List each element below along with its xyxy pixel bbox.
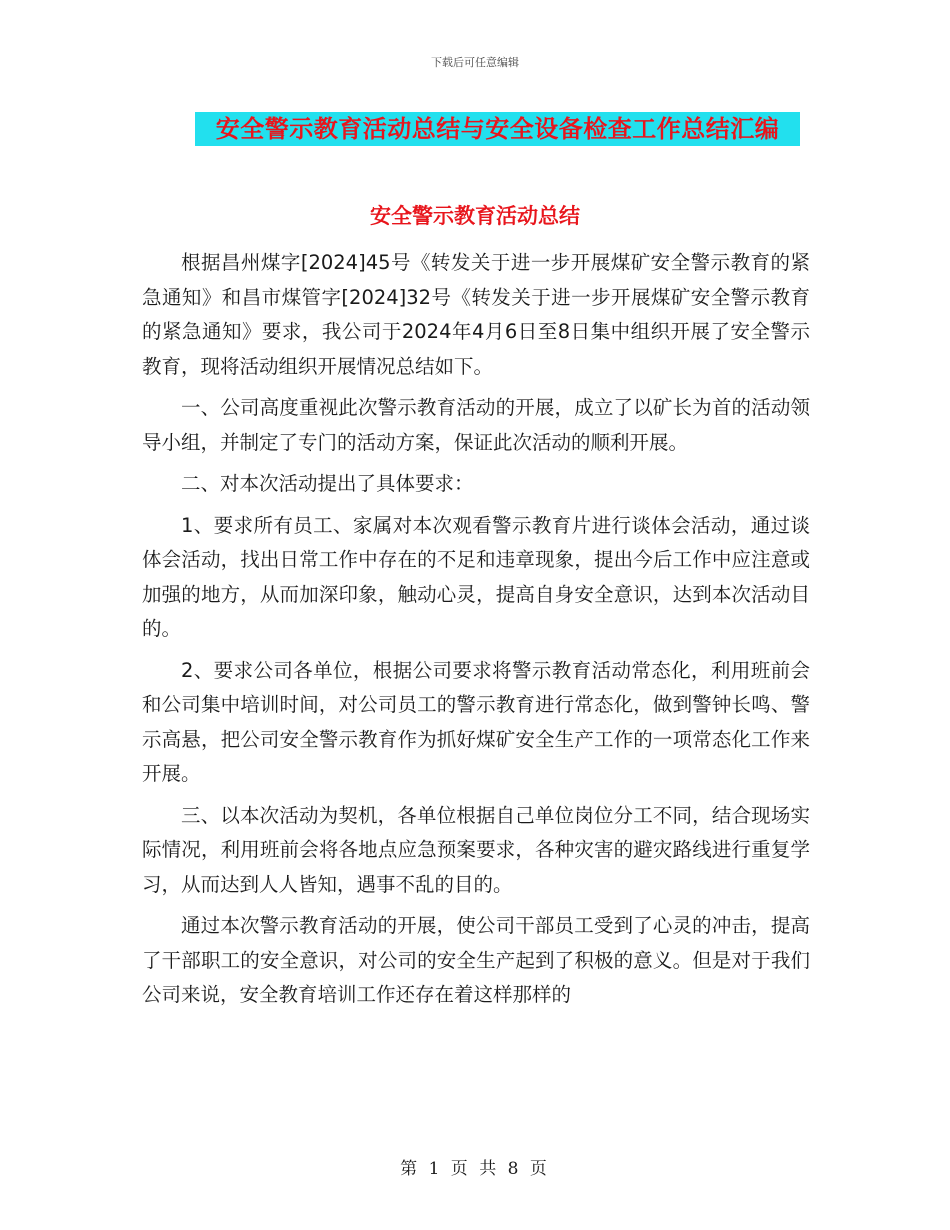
paragraph: 三、以本次活动为契机，各单位根据自己单位岗位分工不同，结合现场实际情况，利用班前会将各地点应急预案要求，各种灾害的避灾路线进行重复学习，从而达到人人皆知，遇事不乱的目的。 (142, 803, 810, 896)
paragraph: 二、对本次活动提出了具体要求： (181, 472, 474, 495)
section-title: 安全警示教育活动总结 (370, 204, 580, 228)
paragraph: 一、公司高度重视此次警示教育活动的开展，成立了以矿长为首的活动领导小组，并制定了专门的活动方案，保证此次活动的顺利开展。 (142, 396, 810, 454)
paragraph: 2、要求公司各单位，根据公司要求将警示教育活动常态化，利用班前会和公司集中培训时间，对公司员工的警示教育进行常态化，做到警钟长鸣、警示高悬，把公司安全警示教育作为抓好煤矿安全生产工作的一项常态化工作来开展。 (142, 658, 810, 785)
page-footer: 第 1 页 共 8 页 (400, 1159, 550, 1179)
document-title: 安全警示教育活动总结与安全设备检查工作总结汇编 (195, 112, 800, 146)
body-content (142, 246, 810, 1020)
header-note: 下载后可任意编辑 (431, 56, 519, 69)
paragraph: 通过本次警示教育活动的开展，使公司干部员工受到了心灵的冲击，提高了干部职工的安全意识，对公司的安全生产起到了积极的意义。但是对于我们公司来说，安全教育培训工作还存在着这样那样的 (142, 914, 810, 1006)
paragraph: 1、要求所有员工、家属对本次观看警示教育片进行谈体会活动，通过谈体会活动，找出日常工作中存在的不足和违章现象，提出今后工作中应注意或加强的地方，从而加深印象，触动心灵，提高自身安全意识，达到本次活动目的。 (142, 513, 810, 640)
paragraph: 根据昌州煤字[2024]45号《转发关于进一步开展煤矿安全警示教育的紧急通知》和昌市煤管字[2024]32号《转发关于进一步开展煤矿安全警示教育的紧急通知》要求，我公司于2024年4月6日至8日集中组织开展了安全警示教育，现将活动组织开展情况总结如下。 (142, 251, 810, 378)
